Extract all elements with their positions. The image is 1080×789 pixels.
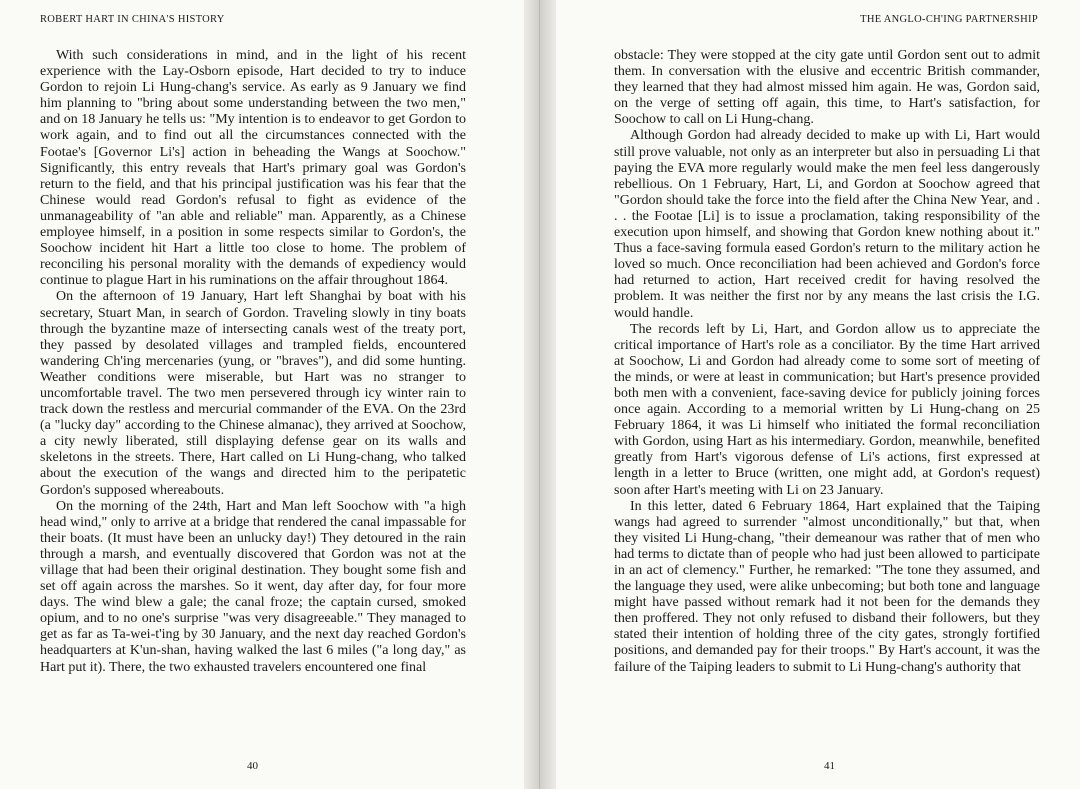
book-gutter bbox=[524, 0, 556, 789]
paragraph: The records left by Li, Hart, and Gordon allow us to appreciate the critical importance of Hart's role as a conciliator. By the time Hart arrived at Soochow, Li and Gordon had already come to some sort of meeting of the minds, or were at least in communication; but Hart's presence provided both men with a convenient, face-saving device for publicly joining forces once again. According to a memorial written by Li Hung-chang on 25 February 1864, it was Li himself who initiated the formal reconciliation with Gordon, using Hart as his intermediary. Gordon, meanwhile, benefited greatly from Hart's vigorous defense of Li's actions, first expressed at length in a letter to Bruce (written, one might add, at Gordon's request) soon after Hart's meeting with Li on 23 January. bbox=[614, 321, 1040, 498]
right-page bbox=[556, 0, 1080, 789]
right-page-body bbox=[614, 48, 1040, 676]
left-page bbox=[0, 0, 524, 789]
running-head-right: THE ANGLO-CH'ING PARTNERSHIP bbox=[860, 14, 1038, 25]
paragraph: On the afternoon of 19 January, Hart left Shanghai by boat with his secretary, Stuart Man, in search of Gordon. Traveling slowly in tiny boats through the byzantine maze of intersecting canals west of the treaty port, they passed by desolated villages and trampled fields, encountered wandering Ch'ing mercenaries (yung, or "braves"), and did some hunting. Weather conditions were miserable, but Hart was no stranger to uncomfortable travel. The two men persevered through icy winter rain to track down the restless and mercurial commander of the EVA. On the 23rd (a "lucky day" according to the Chinese almanac), they arrived at Soochow, a city newly liberated, still displaying defense gear on its walls and skeletons in the streets. There, Hart called on Li Hung-chang, who talked about the execution of the wangs and directed him to the peripatetic Gordon's supposed whereabouts. bbox=[40, 289, 466, 498]
page-number-right: 41 bbox=[824, 760, 835, 772]
paragraph: With such considerations in mind, and in the light of his recent experience with the Lay-Osborn episode, Hart decided to try to induce Gordon to rejoin Li Hung-chang's service. As early as 9 January we find him planning to "bring about some understanding between the two men," and on 18 January he tells us: "My intention is to endeavor to get Gordon to work again, and to find out all the circumstances connected with the Footae's [Governor Li's] action in beheading the Wangs at Soochow." Significantly, this entry reveals that Hart's primary goal was Gordon's return to the field, and that his principal justification was his fear that the Chinese would read Gordon's refusal to fight as evidence of the unmanageability of "an able and reliable" man. Apparently, as a Chinese employee himself, in a position in some respects similar to Gordon's, the Soochow incident hit Hart a little too close to home. The problem of reconciling his personal morality with the demands of expediency would continue to plague Hart in his ruminations on the affair throughout 1864. bbox=[40, 48, 466, 289]
running-head-left: ROBERT HART IN CHINA'S HISTORY bbox=[40, 14, 225, 25]
paragraph: In this letter, dated 6 February 1864, Hart explained that the Taiping wangs had agreed to surrender "almost unconditionally," but that, when they visited Li Hung-chang, "their demeanour was rather that of men who had terms to dictate than of people who had just been allowed to participate in an act of clemency." Further, he remarked: "The tone they assumed, and the language they used, were alike unbecoming; but both tone and language might have passed without remark had it not been for the demands they then proffered. They not only refused to disband their followers, but they stated their intention of holding three of the city gates, strongly fortified positions, and demanded pay for their troops." By Hart's account, it was the failure of the Taiping leaders to submit to Li Hung-chang's authority that bbox=[614, 498, 1040, 675]
left-page-body bbox=[40, 48, 466, 676]
paragraph: obstacle: They were stopped at the city gate until Gordon sent out to admit them. In conversation with the elusive and eccentric British commander, they learned that they had almost missed him again. He was, Gordon said, on the verge of setting off again, this time, to Hart's satisfaction, for Soochow to call on Li Hung-chang. bbox=[614, 48, 1040, 128]
paragraph: On the morning of the 24th, Hart and Man left Soochow with "a high head wind," only to arrive at a bridge that rendered the canal impassable for their boats. (It must have been an unlucky day!) They detoured in the rain through a marsh, and eventually discovered that Gordon was not at the village that had been their original destination. They bought some fish and set off again across the marshes. So it went, day after day, for four more days. The wind blew a gale; the canal froze; the captain cursed, smoked opium, and to no one's surprise "was very disagreeable." They managed to get as far as Ta-wei-t'ing by 30 January, and the next day reached Gordon's headquarters at K'un-shan, having walked the last 6 miles ("a long day," as Hart put it). There, the two exhausted travelers encountered one final bbox=[40, 498, 466, 675]
paragraph: Although Gordon had already decided to make up with Li, Hart would still prove valuable, not only as an interpreter but also in persuading Li that paying the EVA more regularly would make the men feel less dangerously rebellious. On 1 February, Hart, Li, and Gordon at Soochow agreed that "Gordon should take the force into the field after the China New Year, and . . . the Footae [Li] is to issue a proclamation, taking responsibility of the execution upon himself, and showing that Gordon knew nothing about it." Thus a face-saving formula eased Gordon's return to the military action he loved so much. Once reconciliation had been achieved and Gordon's force had returned to action, Hart received credit for having resolved the problem. It was neither the first nor by any means the last crisis the I.G. would handle. bbox=[614, 128, 1040, 321]
page-number-left: 40 bbox=[247, 760, 258, 772]
